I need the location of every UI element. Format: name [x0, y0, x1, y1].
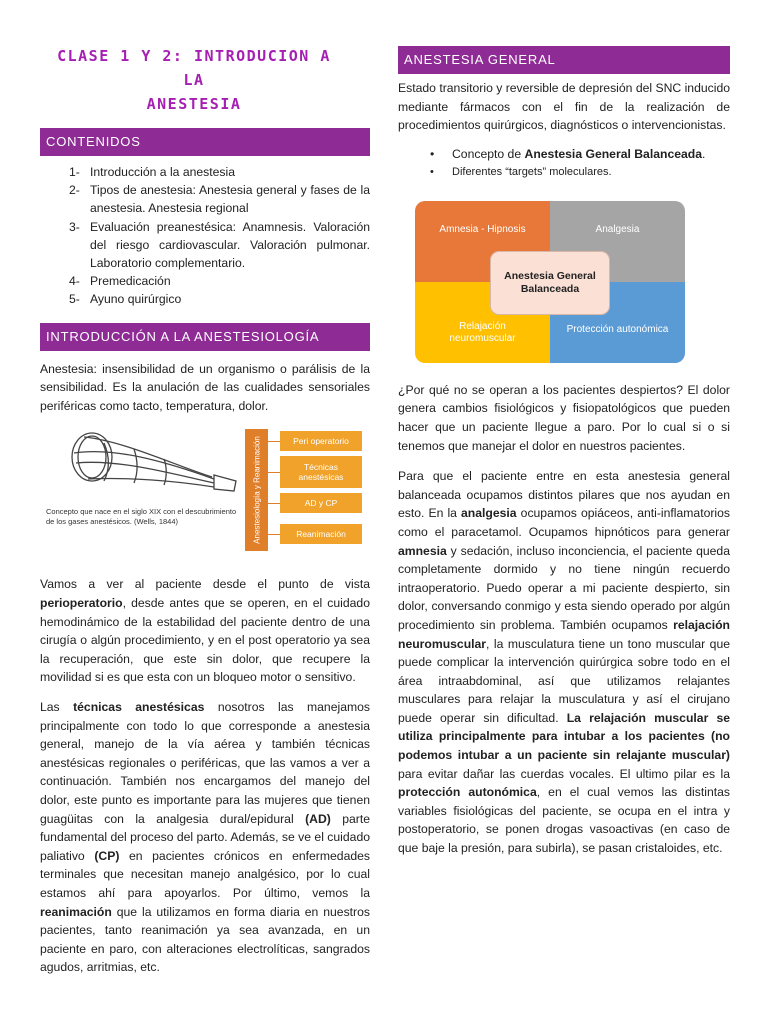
list-item: 4- Premedicación — [69, 274, 171, 289]
inhaler-illustration — [64, 429, 244, 499]
connector — [268, 534, 280, 535]
quadrant-amnesia: Amnesia - Hipnosis — [415, 201, 550, 282]
vertical-label: Anestesiología y Reanimación — [252, 436, 261, 545]
title-line-1: CLASE 1 Y 2: INTRODUCION A LA — [57, 47, 331, 89]
page-title — [44, 44, 344, 116]
list-item: 2- Tipos de anestesia: Anestesia general y fases de la anestesia. Anestesia regional — [69, 183, 370, 216]
contents-list — [40, 163, 370, 309]
figure-caption: Concepto que nace en el siglo XIX con el descubrimiento de los gases anestésicos. (Wells, 1844) — [46, 507, 237, 527]
definition-paragraph: Estado transitorio y reversible de depresión del SNC inducido mediante fármacos con el fin de la realización de procedimientos quirúrgicos, diagnósticos o intervencionistas. — [398, 81, 730, 133]
general-anesthesia-heading: ANESTESIA GENERAL — [398, 46, 730, 74]
pillars-paragraph: Para que el paciente entre en esta anestesia general balanceada ocupamos distintos pilares que nos ayudan en esto. En la analgesia ocupamos opiáceos, anti-inflamatorios como el paracetamol. Ocupamos hipnóticos para generar amnesia y sedación, incluso inconciencia, el paciente queda completamente dormido y no tiene ningún recuerdo intraoperatorio. Puedo operar a mi paciente despierto, sin dolor, conversando conmigo y esta siendo operado por algún procedimiento sin problema. También ocupamos relajación neuromuscular, la musculatura tiene un tono muscular que puede complicar la intervención quirúrgica sobre todo en el área intraabdominal, así que utilizamos relajantes musculares para relajar la musculatura y así el cirujano puede operar sin dificultad. La relajación muscular se utiliza principalmente para intubar a los pacientes (no podemos intubar a un paciente sin relajante muscular) para evitar dañar las cuerdas vocales. El ultimo pilar es la protección autonómica, en el cual vemos las distintas variables fisiológicas del paciente, se ocupa en el intra y postoperatorio, se ponen drogas vasoactivas (en caso de que baje la presión, para subirla), se pasan cristaloides, etc. — [398, 469, 731, 856]
box-reanimacion: Reanimación — [280, 524, 362, 544]
quadrant-analgesia: Analgesia — [550, 201, 685, 282]
connector — [268, 503, 280, 504]
box-perioperatorio: Peri operatorio — [280, 431, 362, 451]
center-box: Anestesia General Balanceada — [490, 251, 610, 315]
quadrant-proteccion: Protección autonómica — [550, 282, 685, 363]
list-item: 5- Ayuno quirúrgico — [69, 292, 182, 307]
list-item: • Concepto de Anestesia General Balanceada. — [430, 145, 730, 163]
vertical-label-bar — [245, 429, 268, 551]
perioperative-paragraph: Vamos a ver al paciente desde el punto de vista perioperatorio, desde antes que se operen, en el cuidado hemodinámico de la estabilidad del paciente dentro de una cirugía o algún procedimiento, y en el post operatorio ya sea la recuperación, que este sin dolor, que recupere la movilidad si es que esta con un bloqueo motor o sensitivo. — [40, 577, 370, 685]
list-item: • Diferentes “targets” moleculares. — [430, 163, 730, 181]
connector — [268, 472, 280, 473]
title-line-2: ANESTESIA — [146, 95, 242, 113]
quadrant-relajacion: Relajación neuromuscular — [415, 282, 550, 363]
left-column — [40, 40, 370, 977]
intro-heading: INTRODUCCIÓN A LA ANESTESIOLOGÍA — [40, 323, 370, 351]
box-ad-cp: AD y CP — [280, 493, 362, 513]
right-column — [398, 46, 730, 858]
bullet-list — [398, 145, 730, 181]
list-item: 3- Evaluación preanestésica: Anamnesis. Valoración del riesgo cardiovascular. Valoración pulmonar. Laboratorio complementario. — [69, 219, 370, 271]
contents-heading: CONTENIDOS — [40, 128, 370, 156]
techniques-paragraph: Las técnicas anestésicas nosotros las manejamos principalmente con todo lo que corresponde a anestesia general, manejo de la vía aérea y también técnicas anestésicas regionales o periféricas, que las vamos a ver a continuación. También nos encargamos del manejo del dolor, este punto es importante para las mujeres que tienen guagüitas con la analgesia dural/epidural (AD) parte fundamental del proceso del parto. Además, se ve el cuidado paliativo (CP) en pacientes crónicos en enfermedades terminales que necesitan manejo analgésico, por lo cual estamos ahí para apoyarlos. Por último, vemos la reanimación que la utilizamos en forma diaria en nuestros pacientes, tanto reanimación ya sea avanzada, en un paciente en paro, con alteraciones electrolíticas, sangrados agudos, arritmias, etc. — [40, 699, 371, 975]
connector — [268, 441, 280, 442]
box-tecnicas: Técnicas anestésicas — [280, 456, 362, 488]
why-not-awake-paragraph: ¿Por qué no se operan a los pacientes despiertos? El dolor genera cambios fisiológicos y fisiopatológicos que pueden hacer que un paciente llegue a paro. Por lo cual si o si tenemos que manejar el dolor en nuestros pacientes. — [398, 382, 730, 453]
balanced-anesthesia-diagram — [415, 201, 685, 363]
anesthesiology-figure — [40, 423, 370, 573]
intro-paragraph: Anestesia: insensibilidad de un organismo o parálisis de la sensibilidad. Es la anulación de las cualidades sensoriales periféricas como tacto, temperatura, dolor. — [40, 361, 370, 413]
list-item: 1- Introducción a la anestesia — [69, 165, 235, 179]
